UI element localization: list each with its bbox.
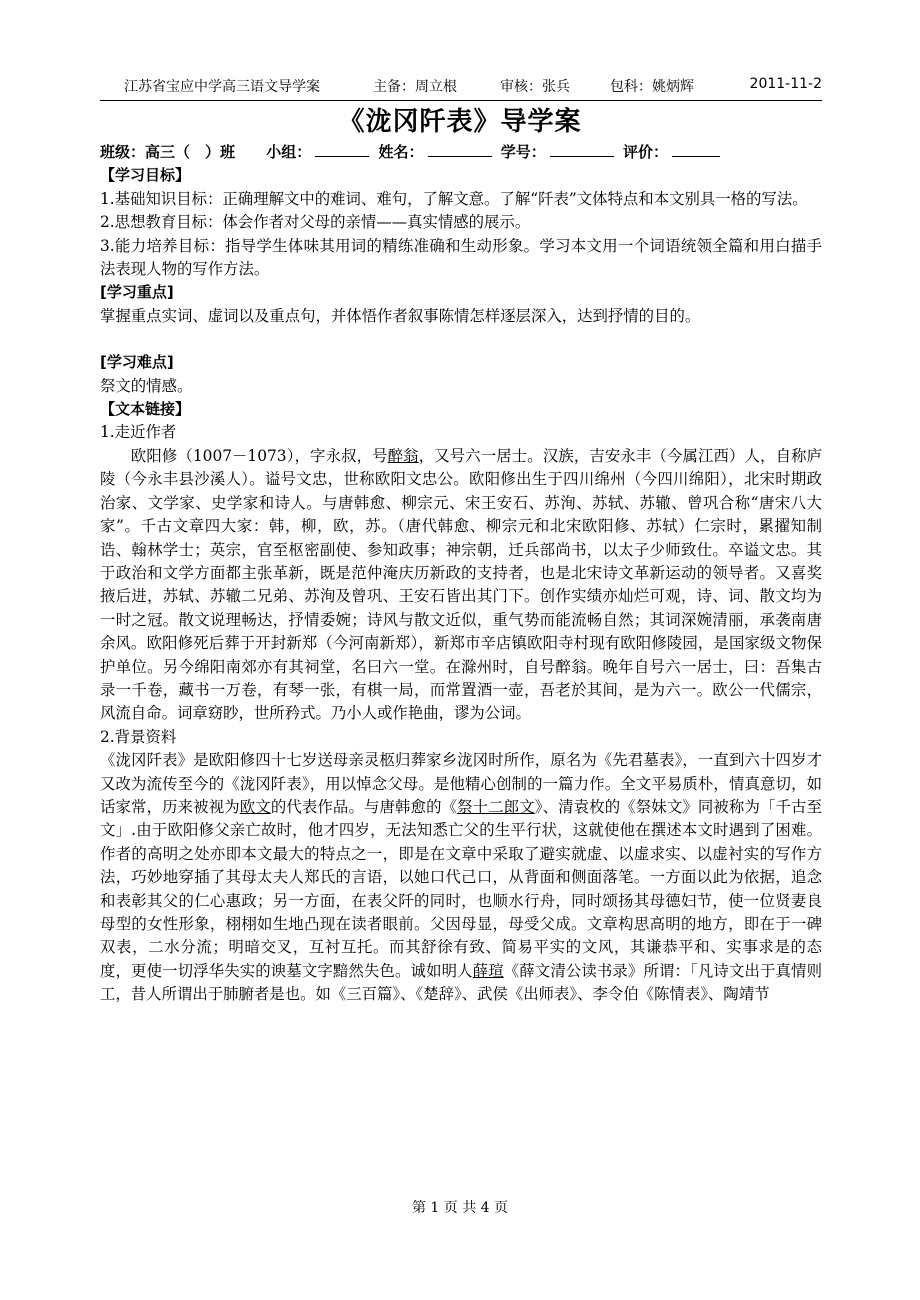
header-author: 主备：周立根	[373, 79, 457, 95]
name-label: 姓名：	[378, 143, 424, 161]
page-header	[100, 72, 822, 101]
page-footer: 第 1 页 共 4 页	[411, 1200, 509, 1216]
goals-heading: 【学习目标】	[100, 166, 191, 185]
header-school: 江苏省宝应中学高三语文导学案	[124, 79, 320, 95]
link-ouwen[interactable]: 欧文	[239, 797, 271, 816]
key-heading: [学习重点]	[100, 283, 174, 302]
author-text-1: 欧阳修（1007－1073），字永叔，号	[130, 446, 388, 465]
link-1-title: 1.走近作者	[100, 423, 177, 442]
link-xuexuan[interactable]: 薛瑄	[472, 961, 504, 980]
rating-label: 评价：	[623, 143, 669, 161]
bg-text-1: 《泷冈阡表》是欧阳修四十七岁送母亲灵柩归葬家乡泷冈时所作，原名为《先君墓表》，一直到六十四岁才又改为流传至今的《泷冈阡表》，用以悼念父母。是他精心创制的一篇力作。全文平易质朴，情真意切，如话家常，历来被视为	[100, 751, 822, 816]
number-blank[interactable]	[550, 142, 614, 157]
bg-text-3: 》、清袁枚的《祭妹文》同被称为「千古至文」.由于欧阳修父亲亡故时，他才四岁，无法知悉亡父的生平行状，这就使他在撰述本文时遇到了困难。作者的高明之处亦即本文最大的特点之一，即是在文章中采取了避实就虚、以虚求实、以虚衬实的写作方法，巧妙地穿插了其母太夫人郑氏的言语，以她口代己口，从背面和侧面落笔。一方面以此为依据，追念和表彰其父的仁心惠政；另一方面，在表父阡的同时，也顺水行舟，同时颂扬其母德妇节，使一位贤妻良母型的女性形象，栩栩如生地凸现在读者眼前。父因母显，母受父成。文章构思高明的地方，即在于一碑双表，二水分流；明暗交叉，互衬互托。而其舒徐有致、简易平实的文风，其谦恭平和、实事求是的态度，更使一切浮华失实的谀墓文字黯然失色。诚如明人	[100, 797, 822, 980]
goal-1: 1.基础知识目标：正确理解文中的难词、难句，了解文意。了解“阡表”文体特点和本文别具一格的写法。	[100, 189, 808, 208]
rating-blank[interactable]	[672, 142, 720, 157]
header-date: 2011-11-2	[749, 76, 822, 92]
difficulty-text: 祭文的情感。	[100, 376, 193, 395]
difficulty-heading: [学习难点]	[100, 353, 174, 372]
goal-3: 3.能力培养目标：指导学生体味其用词的精练准确和生动形象。学习本文用一个词语统领全篇和用白描手法表现人物的写作方法。	[100, 236, 822, 279]
group-label: 小组：	[266, 143, 312, 161]
group-blank[interactable]	[315, 142, 369, 157]
header-incharge: 包科：姚炳辉	[610, 79, 694, 95]
link-2-title: 2.背景资料	[100, 727, 177, 746]
link-heading: 【文本链接】	[100, 400, 191, 419]
author-paragraph	[100, 445, 822, 726]
page-title: 《泷冈阡表》导学案	[338, 107, 582, 137]
document-body	[100, 141, 822, 1007]
student-info-line	[100, 141, 822, 164]
key-text: 掌握重点实词、虚词以及重点句，并体悟作者叙事陈情怎样逐层深入，达到抒情的目的。	[100, 306, 701, 325]
bg-text-2: 的代表作品。与唐韩愈的《	[270, 797, 458, 816]
name-blank[interactable]	[428, 142, 492, 157]
bg-text-4: 《薛文清公读书录》所谓：「凡诗文出于真情则工，昔人所谓出于肺腑者是也。如《三百篇》、《楚辞》、武侯《出师表》、李令伯《陈情表》、陶靖节	[100, 961, 822, 1004]
number-label: 学号：	[500, 143, 546, 161]
class-label: 班级：高三（ ）班	[100, 143, 236, 161]
author-text-2: ，又号六一居士。汉族，吉安永丰（今属江西）人，自称庐陵（今永丰县沙溪人）。谥号文忠，世称欧阳文忠公。欧阳修出生于四川绵州（今四川绵阳），北宋时期政治家、文学家、史学家和诗人。与唐韩愈、柳宗元、宋王安石、苏洵、苏轼、苏辙、曾巩合称“唐宋八大家”。千古文章四大家：韩，柳，欧，苏。（唐代韩愈、柳宗元和北宋欧阳修、苏轼）仁宗时，累擢知制诰、翰林学士；英宗，官至枢密副使、参知政事；神宗朝，迁兵部尚书，以太子少师致仕。卒谥文忠。其于政治和文学方面都主张革新，既是范仲淹庆历新政的支持者，也是北宋诗文革新运动的领导者。又喜奖掖后进，苏轼、苏辙二兄弟、苏洵及曾巩、王安石皆出其门下。创作实绩亦灿烂可观，诗、词、散文均为一时之冠。散文说理畅达，抒情委婉；诗风与散文近似，重气势而能流畅自然；其词深婉清丽，承袭南唐余风。欧阳修死后葬于开封新郑（今河南新郑），新郑市辛店镇欧阳寺村现有欧阳修陵园，是国家级文物保护单位。另今绵阳南郊亦有其祠堂，名曰六一堂。在滁州时，自号醉翁。晚年自号六一居士，曰：吾集古录一千卷，藏书一万卷，有琴一张，有棋一局，而常置酒一壶，吾老於其间，是为六一。欧公一代儒宗，风流自命。词章窈眇，世所矜式。乃小人或作艳曲，谬为公词。	[100, 446, 822, 723]
link-zuiweng[interactable]: 醉翁	[387, 446, 419, 465]
spacer	[100, 328, 822, 351]
link-jishier[interactable]: 祭十二郎文	[457, 797, 535, 816]
background-paragraph	[100, 749, 822, 1006]
goal-2: 2.思想教育目标：体会作者对父母的亲情——真实情感的展示。	[100, 213, 531, 232]
header-reviewer: 审核：张兵	[500, 79, 570, 95]
